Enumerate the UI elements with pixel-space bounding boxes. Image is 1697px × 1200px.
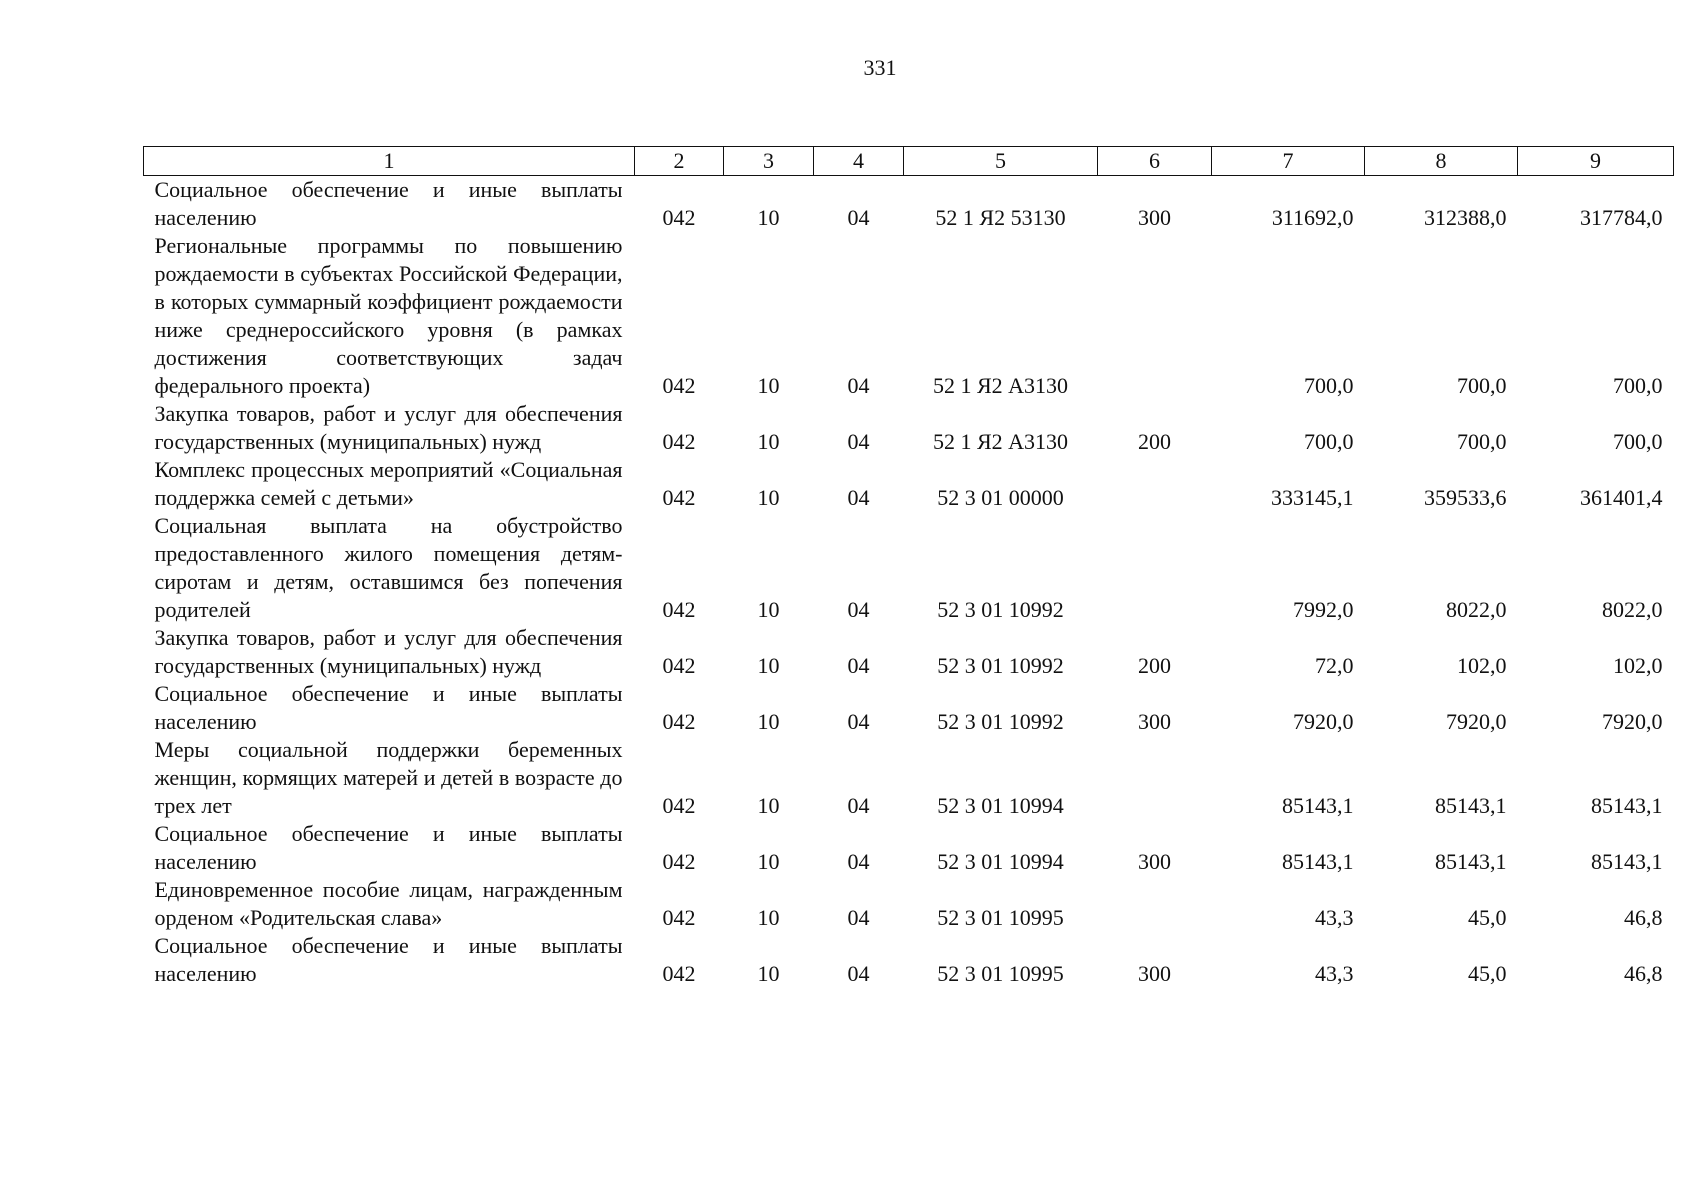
cell-amount-col8: 102,0 (1457, 653, 1507, 678)
cell-amount-col7: 43,3 (1315, 905, 1354, 930)
cell-amount-col9: 8022,0 (1602, 597, 1663, 622)
cell-amount-col8: 85143,1 (1435, 793, 1507, 818)
cell-subsection: 04 (847, 373, 870, 398)
table-header (144, 147, 1674, 176)
cell-amount-col8: 8022,0 (1446, 597, 1507, 622)
table-row (144, 736, 1674, 820)
row-description: Закупка товаров, работ и услуг для обеспечения государственных (муниципальных) нужд (154, 401, 623, 454)
cell-amount-col9: 85143,1 (1591, 793, 1663, 818)
row-description: Комплекс процессных мероприятий «Социальная поддержка семей с детьми» (154, 457, 623, 510)
cell-ministry-code: 042 (662, 849, 696, 874)
cell-subsection: 04 (847, 597, 870, 622)
row-description: Единовременное пособие лицам, награжденным орденом «Родительская слава» (154, 877, 623, 930)
cell-target-article: 52 3 01 00000 (937, 485, 1064, 510)
col-header-4: 4 (814, 147, 904, 176)
cell-expense-type: 200 (1138, 653, 1171, 678)
cell-expense-type (1098, 876, 1212, 932)
cell-amount-col9: 317784,0 (1580, 205, 1663, 230)
cell-amount-col7: 311692,0 (1271, 205, 1354, 230)
cell-section: 10 (757, 849, 780, 874)
page-number: 331 (863, 55, 897, 80)
cell-subsection: 04 (847, 485, 870, 510)
row-description: Социальное обеспечение и иные выплаты населению (154, 177, 623, 230)
cell-expense-type: 300 (1138, 709, 1171, 734)
cell-target-article: 52 3 01 10994 (937, 793, 1064, 818)
table-row (144, 456, 1674, 512)
row-description: Меры социальной поддержки беременных женщин, кормящих матерей и детей в возрасте до трех лет (154, 737, 623, 818)
cell-expense-type: 300 (1138, 849, 1171, 874)
cell-ministry-code: 042 (662, 709, 696, 734)
header-row (144, 147, 1674, 176)
col-header-2: 2 (635, 147, 724, 176)
cell-amount-col9: 46,8 (1624, 961, 1663, 986)
cell-section: 10 (757, 905, 780, 930)
cell-amount-col7: 700,0 (1304, 429, 1354, 454)
cell-amount-col8: 45,0 (1468, 961, 1507, 986)
cell-ministry-code: 042 (662, 373, 696, 398)
cell-amount-col7: 700,0 (1304, 373, 1354, 398)
cell-amount-col7: 85143,1 (1282, 793, 1354, 818)
cell-section: 10 (757, 597, 780, 622)
cell-subsection: 04 (847, 205, 870, 230)
cell-ministry-code: 042 (662, 429, 696, 454)
cell-ministry-code: 042 (662, 597, 696, 622)
table-row (144, 624, 1674, 680)
col-header-5: 5 (904, 147, 1098, 176)
cell-ministry-code: 042 (662, 205, 696, 230)
table-row (144, 932, 1674, 988)
cell-expense-type: 300 (1138, 205, 1171, 230)
cell-target-article: 52 3 01 10992 (937, 597, 1064, 622)
cell-expense-type: 300 (1138, 961, 1171, 986)
row-description: Социальное обеспечение и иные выплаты населению (154, 821, 623, 874)
cell-target-article: 52 3 01 10992 (937, 709, 1064, 734)
cell-amount-col8: 7920,0 (1446, 709, 1507, 734)
table-row (144, 680, 1674, 736)
table-row (144, 232, 1674, 400)
cell-amount-col7: 72,0 (1315, 653, 1354, 678)
cell-amount-col9: 7920,0 (1602, 709, 1663, 734)
cell-amount-col8: 312388,0 (1424, 205, 1507, 230)
row-description: Социальное обеспечение и иные выплаты населению (154, 933, 623, 986)
budget-table (143, 146, 1674, 988)
cell-ministry-code: 042 (662, 961, 696, 986)
cell-amount-col9: 700,0 (1613, 373, 1663, 398)
table-body (144, 176, 1674, 989)
table-row (144, 820, 1674, 876)
cell-subsection: 04 (847, 961, 870, 986)
cell-amount-col9: 361401,4 (1580, 485, 1663, 510)
row-description: Социальная выплата на обустройство предоставленного жилого помещения детям-сиротам и детям, оставшимся без попечения родителей (154, 513, 623, 622)
cell-target-article: 52 1 Я2 А3130 (932, 373, 1069, 398)
table-row (144, 176, 1674, 233)
cell-target-article: 52 1 Я2 А3130 (932, 429, 1069, 454)
cell-subsection: 04 (847, 709, 870, 734)
col-header-7: 7 (1212, 147, 1365, 176)
row-description: Закупка товаров, работ и услуг для обеспечения государственных (муниципальных) нужд (154, 625, 623, 678)
cell-section: 10 (757, 205, 780, 230)
col-header-6: 6 (1098, 147, 1212, 176)
table-row (144, 400, 1674, 456)
cell-ministry-code: 042 (662, 653, 696, 678)
cell-subsection: 04 (847, 429, 870, 454)
cell-section: 10 (757, 373, 780, 398)
cell-expense-type (1098, 736, 1212, 820)
col-header-9: 9 (1518, 147, 1674, 176)
cell-expense-type (1098, 456, 1212, 512)
cell-subsection: 04 (847, 849, 870, 874)
col-header-3: 3 (724, 147, 814, 176)
cell-section: 10 (757, 961, 780, 986)
cell-amount-col7: 43,3 (1315, 961, 1354, 986)
cell-amount-col9: 102,0 (1613, 653, 1663, 678)
cell-target-article: 52 3 01 10995 (937, 905, 1064, 930)
table-row (144, 876, 1674, 932)
cell-expense-type: 200 (1138, 429, 1171, 454)
cell-target-article: 52 3 01 10992 (937, 653, 1064, 678)
cell-section: 10 (757, 653, 780, 678)
cell-amount-col9: 85143,1 (1591, 849, 1663, 874)
cell-subsection: 04 (847, 653, 870, 678)
cell-amount-col8: 45,0 (1468, 905, 1507, 930)
cell-expense-type (1098, 232, 1212, 400)
cell-section: 10 (757, 709, 780, 734)
cell-amount-col7: 7992,0 (1293, 597, 1354, 622)
cell-amount-col9: 700,0 (1613, 429, 1663, 454)
cell-amount-col8: 359533,6 (1424, 485, 1507, 510)
cell-amount-col8: 700,0 (1457, 429, 1507, 454)
cell-amount-col7: 7920,0 (1293, 709, 1354, 734)
cell-amount-col9: 46,8 (1624, 905, 1663, 930)
cell-section: 10 (757, 429, 780, 454)
cell-subsection: 04 (847, 793, 870, 818)
cell-ministry-code: 042 (662, 793, 696, 818)
cell-expense-type (1098, 512, 1212, 624)
cell-amount-col7: 85143,1 (1282, 849, 1354, 874)
col-header-1: 1 (144, 147, 635, 176)
row-description: Региональные программы по повышению рождаемости в субъектах Российской Федерации, в которых суммарный коэффициент рождаемости ниже среднероссийского уровня (в рамках достижения соответствующих задач федерального проекта) (154, 233, 623, 398)
row-description: Социальное обеспечение и иные выплаты населению (154, 681, 623, 734)
cell-subsection: 04 (847, 905, 870, 930)
cell-amount-col8: 85143,1 (1435, 849, 1507, 874)
cell-section: 10 (757, 793, 780, 818)
cell-ministry-code: 042 (662, 485, 696, 510)
cell-target-article: 52 3 01 10995 (937, 961, 1064, 986)
cell-amount-col8: 700,0 (1457, 373, 1507, 398)
cell-section: 10 (757, 485, 780, 510)
cell-target-article: 52 3 01 10994 (937, 849, 1064, 874)
table-row (144, 512, 1674, 624)
cell-target-article: 52 1 Я2 53130 (935, 205, 1066, 230)
cell-amount-col7: 333145,1 (1271, 485, 1354, 510)
col-header-8: 8 (1365, 147, 1518, 176)
cell-ministry-code: 042 (662, 905, 696, 930)
